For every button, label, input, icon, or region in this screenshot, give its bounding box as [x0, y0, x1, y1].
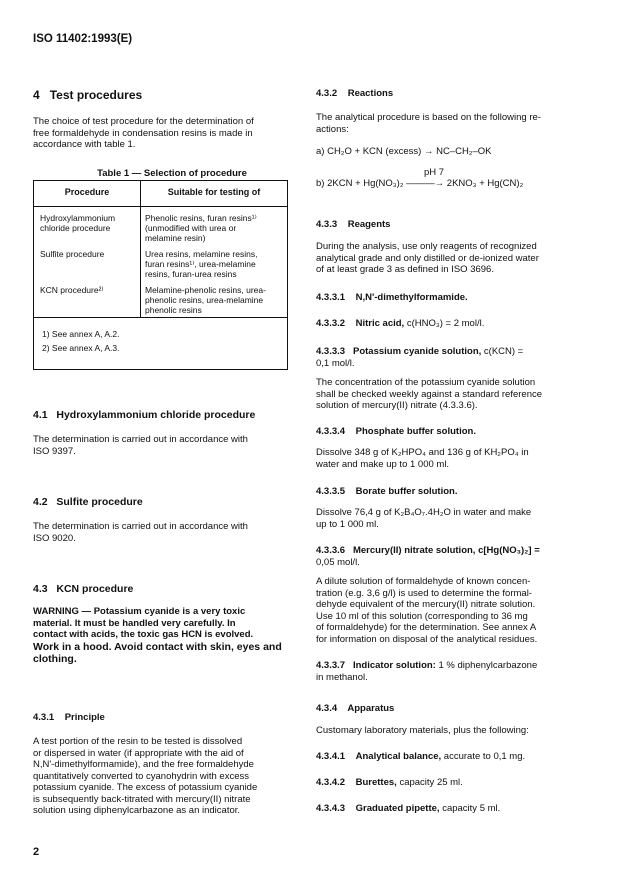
- text-line: A test portion of the resin to be tested is dissolved: [33, 736, 243, 747]
- table-cell: Sulfite procedure: [40, 249, 105, 259]
- section-4-3-1-heading: [33, 712, 105, 723]
- text-line: ISO 9397.: [33, 445, 76, 457]
- footnote: 1) See annex A, A.2.: [42, 329, 120, 339]
- table-row: [40, 249, 104, 259]
- table-header: [34, 181, 287, 207]
- table-caption: Table 1 — Selection of procedure: [97, 168, 247, 179]
- section-title: N,N'-dimethylformamide.: [355, 292, 468, 303]
- text-line: Dissolve 76,4 g of K₂B₄O₇.4H₂O in water and make: [316, 507, 532, 518]
- section-4-3-3-5: [316, 486, 458, 497]
- section-title: Hydroxylammonium chloride procedure: [56, 409, 256, 421]
- warning-text: [33, 606, 293, 641]
- text-line: accordance with table 1.: [33, 139, 136, 150]
- text-line: Use 10 ml of this solution (corresponding to 36 mg: [316, 610, 528, 622]
- section-4-3-4-text: Customary laboratory materials, plus the following:: [316, 725, 529, 736]
- text-line: quantitatively converted to cyanohydrin with excess: [33, 770, 249, 782]
- reaction-a: a) CH₂O + KCN (excess) → NC–CH₂–OK: [316, 146, 492, 157]
- text-line: analytical grade and only distilled or de-ionized water: [316, 252, 539, 264]
- section-number: 4.3.4: [316, 703, 338, 714]
- section-4-3-3-6: [316, 545, 588, 568]
- section-title: Burettes,: [355, 777, 397, 788]
- text-line: The determination is carried out in accordance with: [33, 521, 248, 532]
- section-4-1-heading: [33, 409, 255, 421]
- table-cell: furan resins¹⁾, urea-melamine: [145, 259, 256, 269]
- section-number: 4.2: [33, 496, 48, 508]
- section-title: Reactions: [347, 88, 394, 99]
- section-4-3-heading: [33, 583, 133, 595]
- text-line: During the analysis, use only reagents of recognized: [316, 241, 537, 252]
- section-title: Nitric acid,: [355, 318, 405, 329]
- section-4-3-4-1: [316, 751, 525, 762]
- text-line: water and make up to 1 000 ml.: [316, 458, 450, 470]
- section-4-1-text: [33, 434, 293, 457]
- section-4-3-3-text: [316, 241, 588, 276]
- table-row: [145, 249, 257, 279]
- section-4-3-3-7: [316, 660, 588, 683]
- section-number: 4.3.3: [316, 219, 338, 230]
- section-title: Borate buffer solution.: [355, 486, 458, 497]
- section-4-3-4-heading: [316, 703, 394, 714]
- section-title: KCN procedure: [56, 583, 134, 595]
- table-cell: resins, furan-urea resins: [145, 269, 237, 279]
- section-title: Potassium cyanide solution,: [352, 346, 482, 357]
- section-4-2-heading: [33, 496, 143, 508]
- section-title: Sulfite procedure: [56, 496, 143, 508]
- section-value: capacity 25 ml.: [396, 777, 463, 788]
- text-line: 0,05 mol/l.: [316, 556, 360, 568]
- section-value: 1 % diphenylcarbazone: [435, 660, 538, 671]
- reaction-b: b) 2KCN + Hg(NO₃)₂ ———→ 2KNO₃ + Hg(CN)₂: [316, 178, 524, 189]
- table-cell: phenolic resins, urea-melamine: [145, 295, 264, 305]
- text-line: clothing.: [33, 653, 77, 665]
- section-4-3-4-2: [316, 777, 463, 788]
- text-line: The concentration of the potassium cyanide solution: [316, 377, 536, 388]
- section-number: 4.3.3.5: [316, 486, 346, 497]
- section-number: 4.3.3.3: [316, 346, 346, 357]
- text-line: Work in a hood. Avoid contact with skin, eyes and: [33, 641, 282, 653]
- footnote: 2) See annex A, A.3.: [42, 343, 120, 353]
- table-row: [145, 213, 257, 243]
- section-4-3-3-4-text: [316, 447, 588, 470]
- column-header-suitable: Suitable for testing of: [167, 187, 261, 197]
- table-cell: chloride procedure: [40, 223, 111, 233]
- section-4-heading: [33, 88, 142, 102]
- text-line: free formaldehyde in condensation resins is made in: [33, 127, 253, 139]
- section-title: Phosphate buffer solution.: [355, 426, 476, 437]
- section-number: 4.3.4.1: [316, 751, 346, 762]
- table-cell: Hydroxylammonium: [40, 213, 116, 223]
- section-title: Principle: [64, 712, 105, 723]
- text-line: solution of mercury(II) nitrate (4.3.3.6).: [316, 400, 478, 411]
- text-line: up to 1 000 ml.: [316, 518, 379, 530]
- section-number: 4.1: [33, 409, 48, 421]
- section-4-3-2-text: [316, 112, 586, 135]
- warning-text-2: [33, 641, 295, 665]
- section-number: 4.3.1: [33, 712, 55, 723]
- section-title: Test procedures: [49, 88, 143, 102]
- section-title: Mercury(II) nitrate solution,: [352, 545, 476, 556]
- text-line: The choice of test procedure for the determination of: [33, 116, 254, 127]
- text-line: ISO 9020.: [33, 532, 76, 544]
- ph-label: pH 7: [424, 167, 445, 178]
- section-number: 4.3: [33, 583, 48, 595]
- text-line: WARNING — Potassium cyanide is a very toxic: [33, 606, 246, 617]
- text-line: is subsequently back-titrated with mercury(II) nitrate: [33, 793, 251, 805]
- section-4-3-3-2: [316, 318, 484, 329]
- text-line: solution using diphenylcarbazone as an indicator.: [33, 805, 241, 816]
- section-title: Analytical balance,: [355, 751, 442, 762]
- section-4-3-2-heading: [316, 88, 393, 99]
- section-number: 4.3.4.3: [316, 803, 346, 814]
- section-title: Reagents: [347, 219, 391, 230]
- text-line: The determination is carried out in accordance with: [33, 434, 248, 445]
- table-cell: Phenolic resins, furan resins¹⁾: [145, 213, 257, 223]
- section-value: c(KCN) =: [481, 346, 524, 357]
- table-cell: melamine resin): [145, 233, 206, 243]
- column-header-procedure: Procedure: [64, 187, 110, 197]
- document-id: ISO 11402:1993(E): [33, 33, 133, 45]
- section-number: 4.3.3.4: [316, 426, 346, 437]
- section-number: 4.3.3.2: [316, 318, 346, 329]
- text-line: of formaldehyde) for the determination. See annex A: [316, 622, 537, 633]
- text-line: Dissolve 348 g of K₂HPO₄ and 136 g of KH₂PO₄ in: [316, 447, 529, 458]
- table-cell: phenolic resins: [145, 305, 202, 315]
- text-line: or dispersed in water (if appropriate with the aid of: [33, 747, 244, 759]
- text-line: tration (e.g. 3,6 g/l) is used to determine the formal-: [316, 587, 532, 599]
- table-cell: KCN procedure²⁾: [40, 285, 104, 295]
- table-cell: Urea resins, melamine resins,: [145, 249, 258, 259]
- section-4-intro: [33, 116, 293, 151]
- section-title: Graduated pipette,: [355, 803, 440, 814]
- column-divider: [140, 206, 141, 317]
- table-footnotes: [42, 327, 120, 355]
- table-cell: Melamine-phenolic resins, urea-: [145, 285, 266, 295]
- section-value: c[Hg(NO₃)₂] =: [475, 545, 540, 556]
- footnote-divider: [34, 317, 287, 318]
- text-line: contact with acids, the toxic gas HCN is evolved.: [33, 629, 254, 640]
- section-number: 4.3.3.7: [316, 660, 346, 671]
- section-title: Apparatus: [347, 703, 395, 714]
- table-row: [145, 285, 266, 315]
- section-4-3-3-1: [316, 292, 468, 303]
- section-4-2-text: [33, 521, 293, 544]
- text-line: 0,1 mol/l.: [316, 357, 355, 369]
- text-line: in methanol.: [316, 671, 368, 683]
- text-line: potassium cyanide. The excess of potassium cyanide: [33, 782, 258, 793]
- text-line: N,N'-dimethylformamide), and the free formaldehyde: [33, 759, 254, 770]
- text-line: for information on disposal of the analytical residues.: [316, 633, 538, 645]
- section-4-3-3-heading: [316, 219, 390, 230]
- text-line: The analytical procedure is based on the following re-: [316, 112, 541, 123]
- section-4-3-3-3-text: [316, 377, 588, 412]
- section-4-3-1-text: [33, 736, 293, 817]
- section-value: capacity 5 ml.: [439, 803, 501, 814]
- section-4-3-3-6-text: [316, 576, 588, 645]
- section-4-3-4-3: [316, 803, 500, 814]
- text-line: dehyde equivalent of the mercury(II) nitrate solution.: [316, 599, 536, 610]
- text-line: shall be checked weekly against a standard reference: [316, 388, 543, 400]
- table-row: [40, 285, 104, 295]
- section-number: 4.3.3.6: [316, 545, 346, 556]
- table-1: [33, 180, 288, 370]
- text-line: material. It must be handled very carefully. In: [33, 617, 236, 629]
- section-title: Indicator solution:: [352, 660, 436, 671]
- section-4-3-3-4: [316, 426, 476, 437]
- text-line: A dilute solution of formaldehyde of known concen-: [316, 576, 531, 587]
- section-number: 4.3.4.2: [316, 777, 346, 788]
- section-4-3-3-5-text: [316, 507, 588, 530]
- section-value: c(HNO₃) = 2 mol/l.: [404, 318, 485, 329]
- text-line: of at least grade 3 as defined in ISO 3696.: [316, 264, 494, 275]
- section-number: 4.3.3.1: [316, 292, 346, 303]
- section-value: accurate to 0,1 mg.: [441, 751, 526, 762]
- section-number: 4: [33, 88, 40, 102]
- page-number: 2: [33, 846, 40, 858]
- section-4-3-3-3: [316, 346, 588, 369]
- table-row: [40, 213, 115, 233]
- text-line: actions:: [316, 123, 349, 135]
- section-number: 4.3.2: [316, 88, 338, 99]
- table-cell: (unmodified with urea or: [145, 223, 237, 233]
